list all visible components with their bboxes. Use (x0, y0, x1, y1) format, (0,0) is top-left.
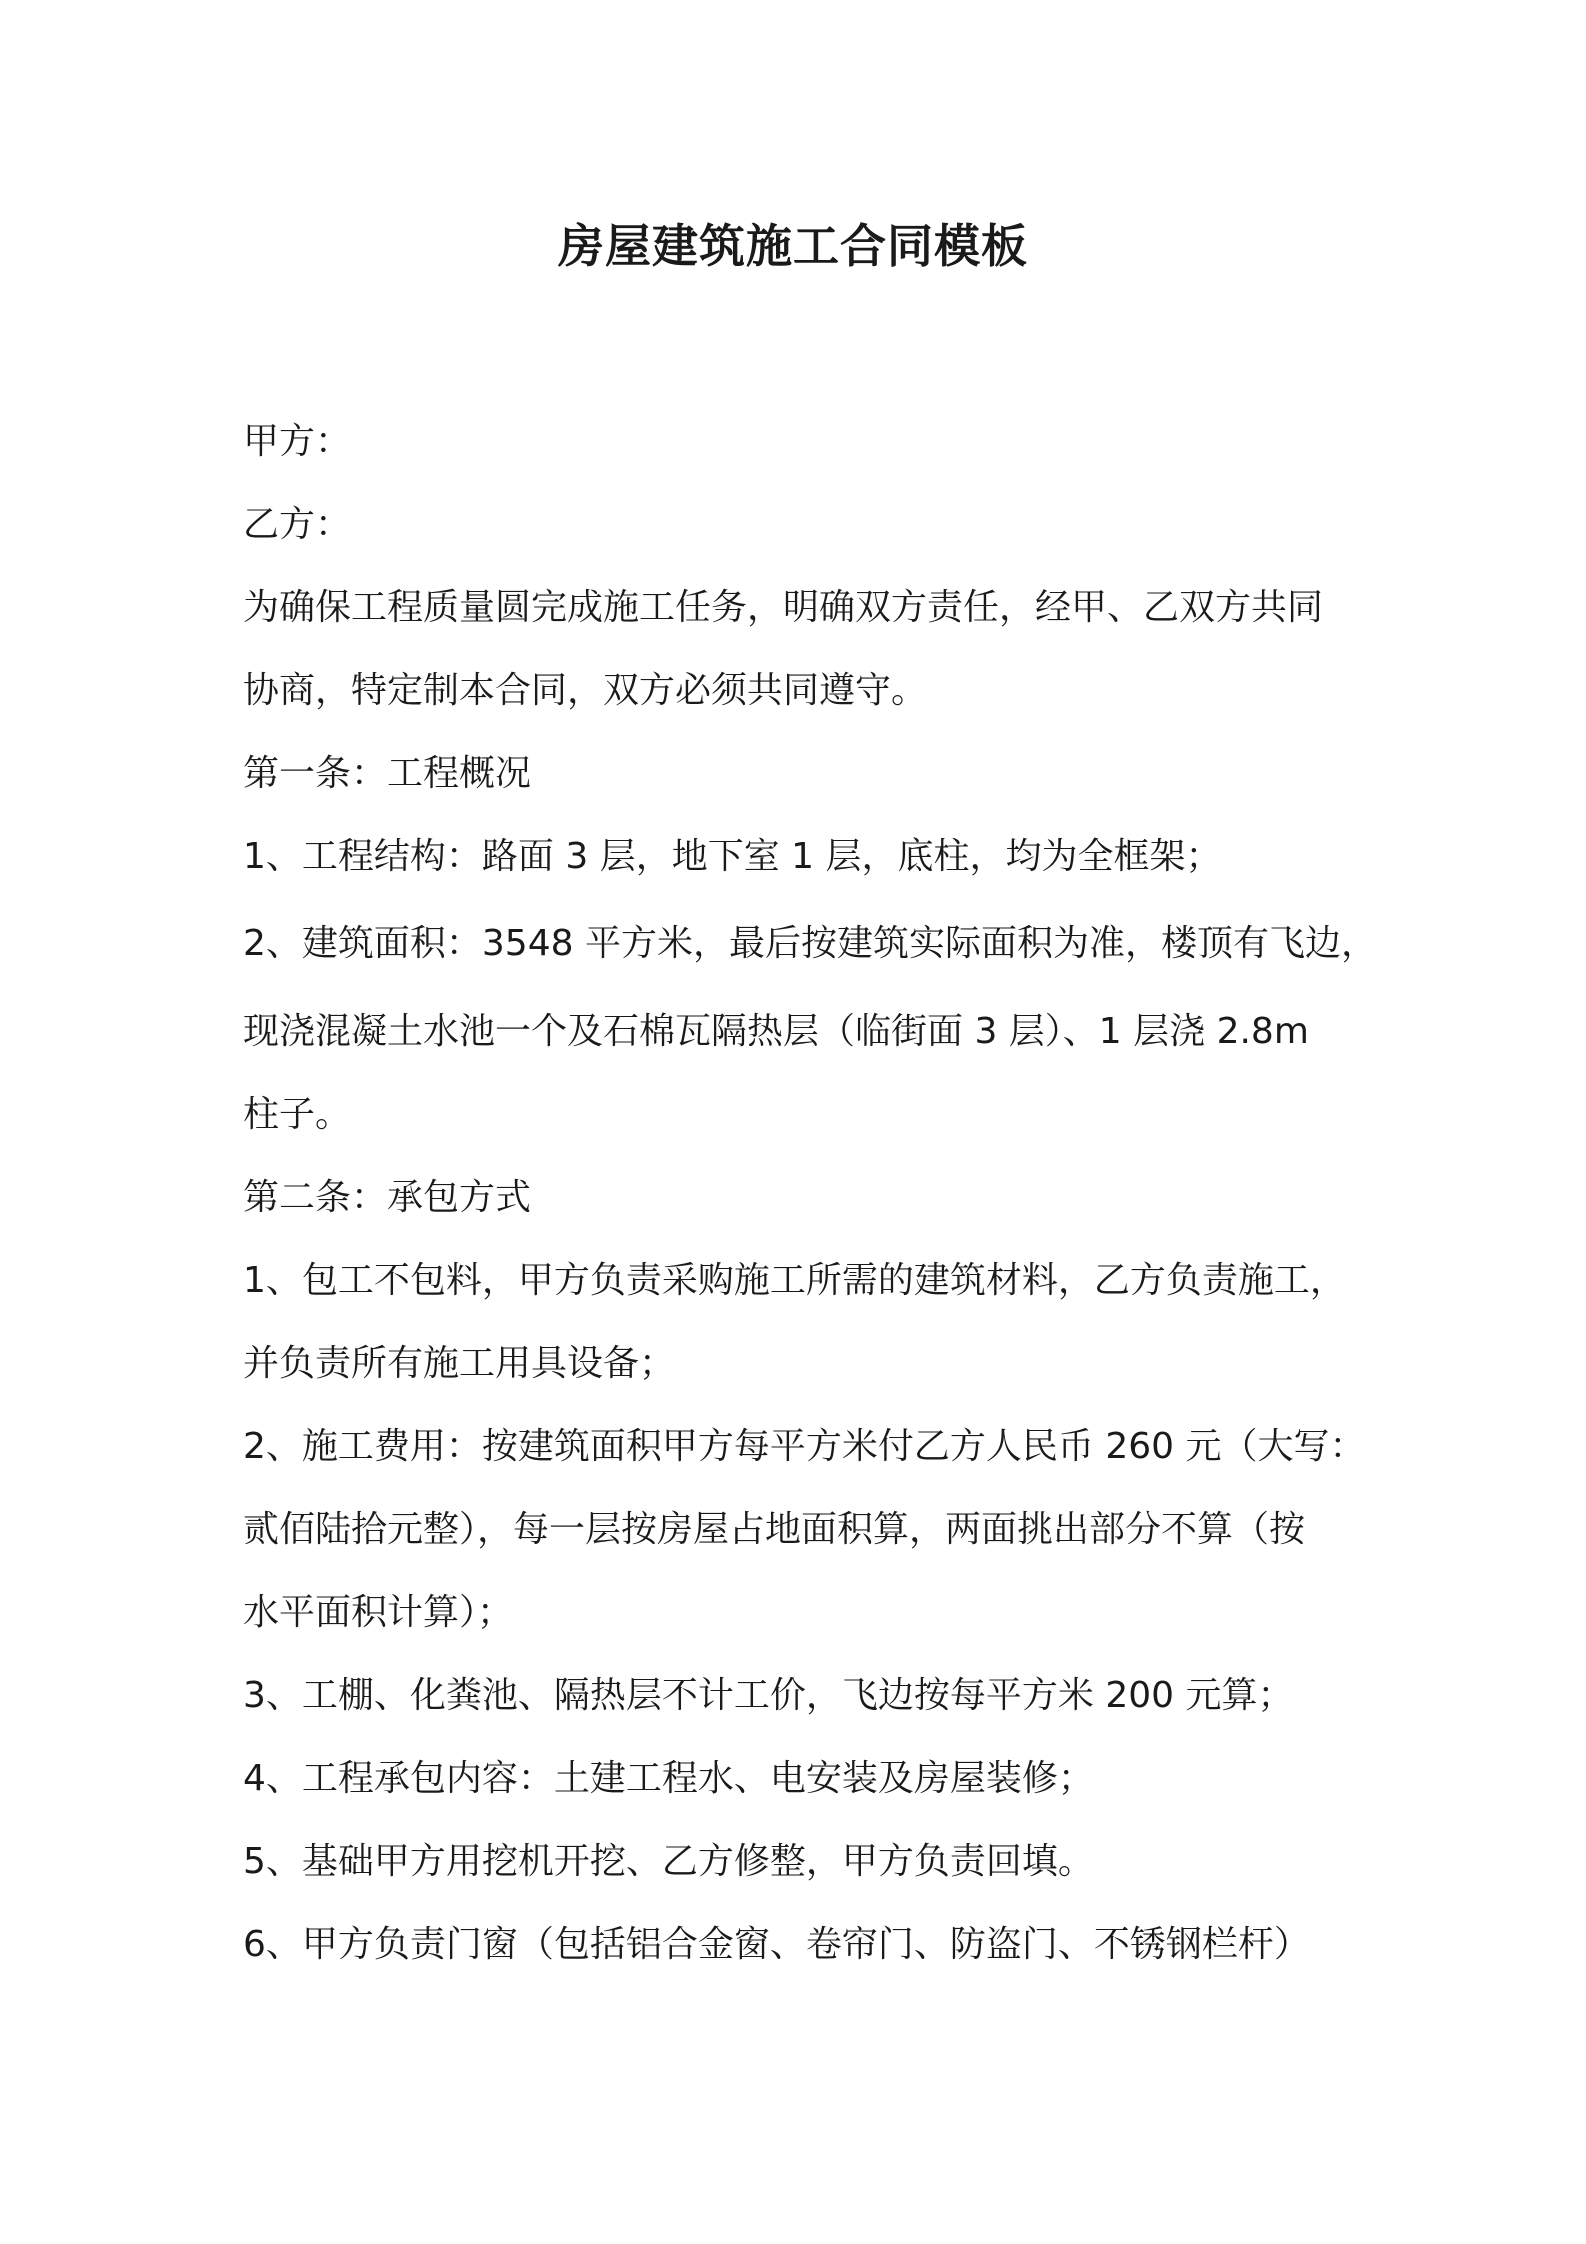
article-1-item-1: 1、工程结构：路面 3 层，地下室 1 层，底柱，均为全框架； (243, 836, 1222, 877)
document-title: 房屋建筑施工合同模板 (558, 219, 1028, 273)
article-2-item-6: 6、甲方负责门窗（包括铝合金窗、卷帘门、防盗门、不锈钢栏杆） (243, 1924, 1310, 1965)
preamble-line-2: 协商，特定制本合同，双方必须共同遵守。 (243, 670, 928, 711)
preamble-line-1: 为确保工程质量圆完成施工任务，明确双方责任，经甲、乙双方共同 (243, 587, 1324, 628)
document-body (243, 400, 1383, 1986)
article-2-item-2-line-3: 水平面积计算）； (243, 1592, 514, 1633)
article-2-item-3: 3、工棚、化粪池、隔热层不计工价，飞边按每平方米 200 元算； (243, 1675, 1294, 1716)
article-1-heading: 第一条：工程概况 (243, 753, 532, 794)
article-1-item-2-line-1: 2、建筑面积：3548 平方米，最后按建筑实际面积为准，楼顶有飞边， (243, 923, 1377, 964)
article-2-item-4: 4、工程承包内容：土建工程水、电安装及房屋装修； (243, 1758, 1094, 1799)
article-2-item-2-line-1: 2、施工费用：按建筑面积甲方每平方米付乙方人民币 260 元（大写： (243, 1426, 1366, 1467)
article-2-heading: 第二条：承包方式 (243, 1177, 532, 1218)
article-2-item-5: 5、基础甲方用挖机开挖、乙方修整，甲方负责回填。 (243, 1841, 1094, 1882)
article-2-item-2-line-2: 贰佰陆拾元整），每一层按房屋占地面积算，两面挑出部分不算（按 (243, 1509, 1306, 1550)
article-1-item-2-line-2: 现浇混凝土水池一个及石棉瓦隔热层（临街面 3 层）、1 层浇 2.8m (243, 1011, 1309, 1052)
party-b-line: 乙方： (243, 504, 352, 545)
article-2-item-1-line-1: 1、包工不包料，甲方负责采购施工所需的建筑材料，乙方负责施工， (243, 1260, 1346, 1301)
article-2-item-1-line-2: 并负责所有施工用具设备； (243, 1343, 676, 1384)
article-1-item-2-line-3: 柱子。 (243, 1094, 352, 1135)
party-a-line: 甲方： (243, 421, 352, 462)
